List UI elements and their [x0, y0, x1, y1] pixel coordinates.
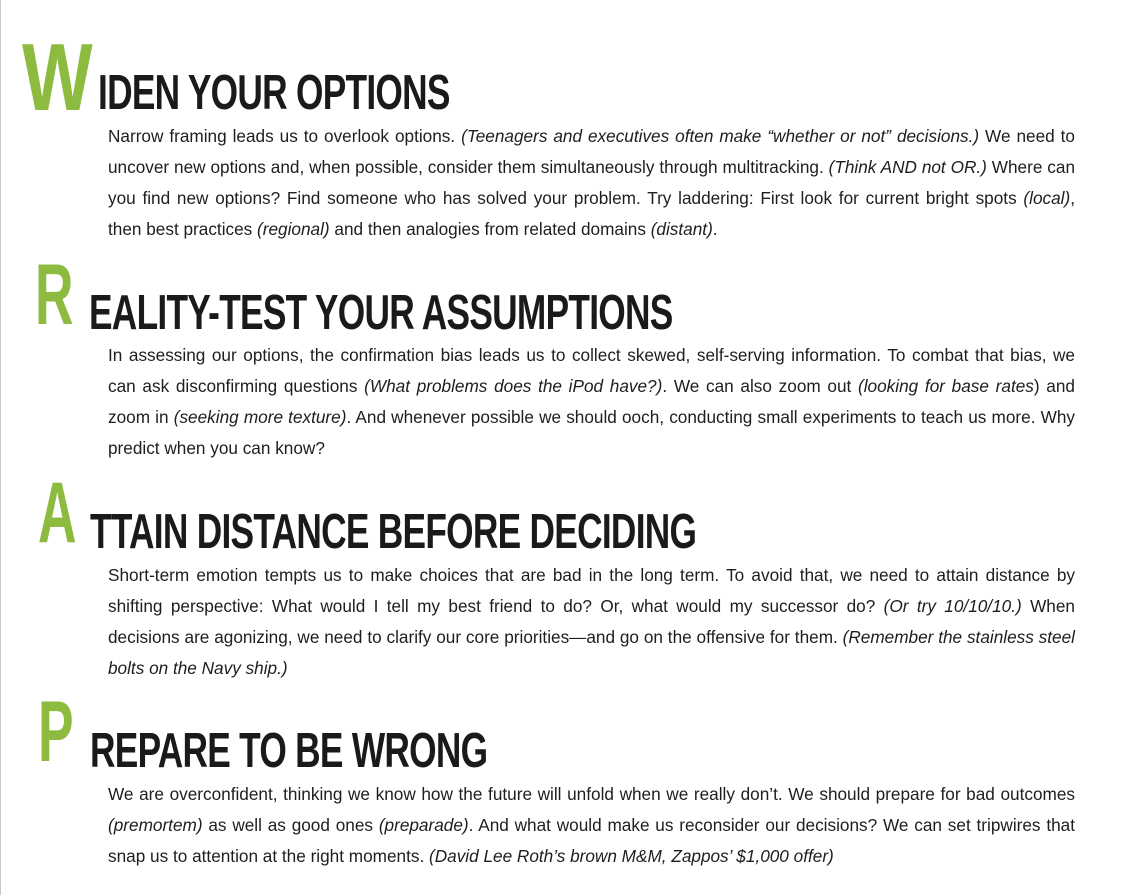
italic-aside: (regional) [257, 219, 330, 239]
italic-aside: (What problems does the iPod have?) [364, 376, 663, 396]
body-segment: Short-term emotion tempts us to make choices that are bad in the long term. To avoid that, we need to attain distance by shifting perspective: What would I tell my best friend to do? Or, what would my successor do? [108, 565, 1075, 616]
body-segment: and then analogies from related domains [329, 219, 651, 239]
drop-letter-w: W [22, 24, 92, 131]
italic-aside: (David Lee Roth’s brown M&M, Zappos’ $1,000 offer) [429, 846, 834, 866]
italic-aside: (Remember the stainless steel bolts on the Navy ship.) [108, 627, 1075, 678]
section-body-attain [108, 560, 1075, 684]
italic-aside: (Think AND not OR.) [828, 157, 987, 177]
body-segment: as well as good ones [202, 815, 379, 835]
body-segment: Narrow framing leads us to overlook options. [108, 126, 462, 146]
drop-letter-r: R [35, 247, 73, 343]
body-segment: . [712, 219, 718, 239]
section-heading-attain: TTAIN DISTANCE BEFORE DECIDING [90, 505, 697, 559]
body-segment: We are overconfident, thinking we know how the future will unfold when we really don’t. We should prepare for bad outcomes [108, 784, 1075, 804]
section-body-prepare [108, 779, 1075, 872]
body-segment: . We can also zoom out [662, 376, 859, 396]
section-body-widen [108, 121, 1075, 245]
italic-aside: (seeking more texture) [173, 407, 347, 427]
section-heading-widen: IDEN YOUR OPTIONS [98, 66, 450, 120]
page-border [0, 0, 1, 895]
italic-aside: (premortem) [108, 815, 203, 835]
drop-letter-a: A [38, 465, 76, 561]
italic-aside: (Teenagers and executives often make “whether or not” decisions.) [461, 126, 980, 146]
section-heading-prepare: REPARE TO BE WRONG [90, 724, 488, 778]
body-segment: We need to uncover new options and, when possible, consider them simultaneously through multitracking. [108, 126, 1075, 177]
italic-aside: (distant) [650, 219, 713, 239]
italic-aside: (preparade) [378, 815, 469, 835]
body-segment: . And what would make us reconsider our decisions? We can set tripwires that snap us to attention at the right moments. [108, 815, 1075, 866]
body-segment: . And whenever possible we should ooch, conducting small experiments to teach us more. Why predict when you can know? [108, 407, 1075, 458]
italic-aside: (Or try 10/10/10.) [883, 596, 1022, 616]
section-heading-reality: EALITY-TEST YOUR ASSUMPTIONS [89, 286, 673, 340]
drop-letter-p: P [38, 684, 73, 780]
italic-aside: (looking for base rates [858, 376, 1034, 396]
body-segment: Where can you find new options? Find someone who has solved your problem. Try laddering: First look for current bright spots [108, 157, 1075, 208]
body-segment: In assessing our options, the confirmation bias leads us to collect skewed, self-serving information. To combat that bias, we can ask disconfirming questions [108, 345, 1075, 396]
body-segment: , then best practices [108, 188, 1075, 239]
italic-aside: (local) [1023, 188, 1071, 208]
section-body-reality [108, 340, 1075, 464]
body-segment: When decisions are agonizing, we need to clarify our core priorities—and go on the offensive for them. [108, 596, 1075, 647]
body-segment: ) and zoom in [108, 376, 1075, 427]
